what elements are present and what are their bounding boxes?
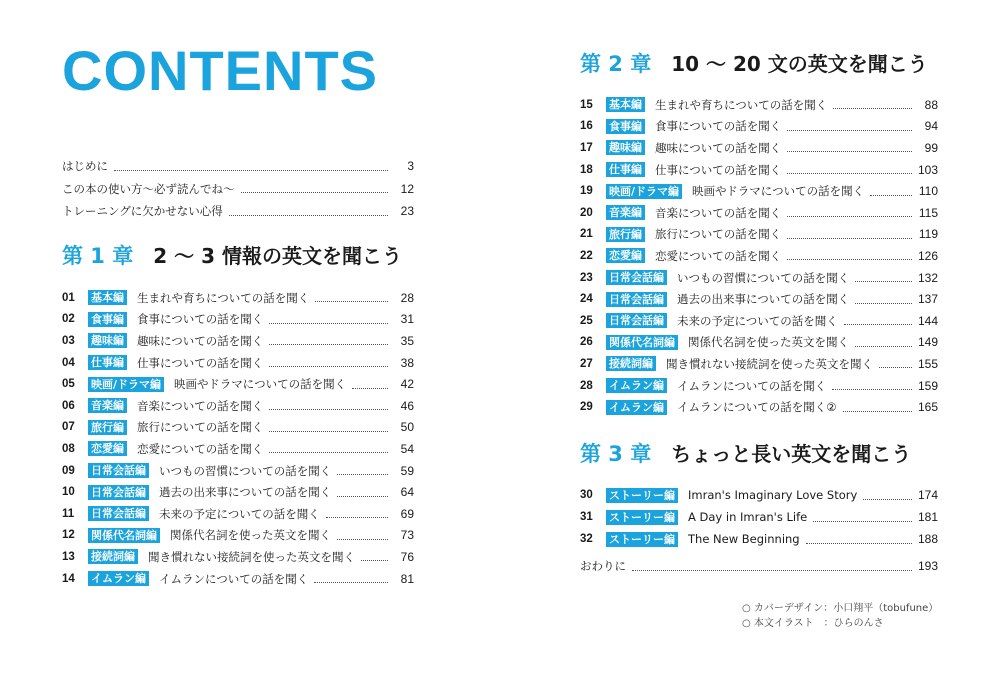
category-tag: ストーリー編 bbox=[606, 510, 678, 525]
credits bbox=[742, 601, 938, 631]
toc-entry[interactable] bbox=[580, 116, 938, 138]
category-tag: 日常会話編 bbox=[88, 485, 149, 500]
toc-entry[interactable] bbox=[580, 180, 938, 202]
credit-line: ○ 本文イラスト ：ひらのんさ bbox=[742, 618, 884, 629]
entry-page: 12 bbox=[400, 181, 414, 196]
entry-number: 26 bbox=[580, 336, 593, 349]
leader-dots bbox=[813, 521, 912, 522]
entry-label: The New Beginning bbox=[688, 532, 800, 546]
leader-dots bbox=[787, 216, 912, 217]
toc-entry[interactable] bbox=[62, 460, 414, 482]
entry-page: 54 bbox=[400, 441, 414, 456]
toc-entry[interactable] bbox=[62, 525, 414, 547]
entry-page: 126 bbox=[917, 248, 938, 263]
entry-number: 06 bbox=[62, 399, 75, 412]
entry-label: 旅行についての話を聞く bbox=[655, 227, 782, 242]
credit-line: ○ カバーデザイン：小口翔平（tobufune） bbox=[742, 603, 939, 614]
entry-label: イムランについての話を聞く bbox=[159, 571, 309, 586]
entry-number: 03 bbox=[62, 334, 75, 347]
entry-label: 恋愛についての話を聞く bbox=[655, 248, 782, 263]
category-tag: 恋愛編 bbox=[88, 441, 127, 456]
entry-page: 81 bbox=[400, 571, 414, 586]
toc-entry[interactable] bbox=[580, 288, 938, 310]
entry-number: 01 bbox=[62, 291, 75, 304]
category-tag: 関係代名詞編 bbox=[88, 528, 160, 543]
category-tag: 旅行編 bbox=[88, 420, 127, 435]
chapter-2-heading bbox=[580, 48, 928, 78]
leader-dots bbox=[870, 195, 912, 196]
entry-label: 食事についての話を聞く bbox=[137, 312, 264, 327]
entry-label: 仕事についての話を聞く bbox=[655, 162, 782, 177]
toc-entry[interactable] bbox=[580, 245, 938, 267]
category-tag: ストーリー編 bbox=[606, 532, 678, 547]
toc-entry[interactable] bbox=[580, 555, 938, 577]
toc-entry[interactable] bbox=[580, 267, 938, 289]
entry-number: 19 bbox=[580, 185, 593, 198]
entry-page: 144 bbox=[917, 313, 938, 328]
entry-number: 18 bbox=[580, 163, 593, 176]
entry-label: 趣味についての話を聞く bbox=[137, 333, 264, 348]
chapter-number: 第 1 章 bbox=[62, 244, 134, 268]
leader-dots bbox=[787, 173, 912, 174]
entry-number: 27 bbox=[580, 357, 593, 370]
intro-list bbox=[62, 155, 414, 223]
leader-dots bbox=[361, 560, 388, 561]
chapter-number: 第 3 章 bbox=[580, 442, 652, 466]
leader-dots bbox=[832, 389, 912, 390]
entry-number: 16 bbox=[580, 120, 593, 133]
entry-page: 149 bbox=[917, 335, 938, 350]
toc-entry[interactable] bbox=[62, 309, 414, 331]
entry-number: 12 bbox=[62, 529, 75, 542]
entry-page: 99 bbox=[924, 140, 938, 155]
entry-page: 69 bbox=[400, 506, 414, 521]
toc-entry[interactable] bbox=[62, 546, 414, 568]
toc-entry[interactable] bbox=[62, 200, 414, 223]
entry-number: 28 bbox=[580, 379, 593, 392]
leader-dots bbox=[114, 170, 388, 171]
category-tag: 食事編 bbox=[88, 312, 127, 327]
entry-label: はじめに bbox=[62, 159, 108, 174]
category-tag: 趣味編 bbox=[88, 333, 127, 348]
entry-number: 22 bbox=[580, 249, 593, 262]
leader-dots bbox=[787, 238, 912, 239]
entry-label: この本の使い方〜必ず読んでね〜 bbox=[62, 181, 235, 196]
entry-page: 31 bbox=[400, 312, 414, 327]
toc-entry[interactable] bbox=[62, 373, 414, 395]
entry-label: いつもの習慣についての話を聞く bbox=[677, 270, 850, 285]
entry-page: 132 bbox=[917, 270, 938, 285]
closing-list bbox=[580, 555, 938, 577]
leader-dots bbox=[787, 151, 912, 152]
leader-dots bbox=[833, 108, 912, 109]
toc-entry[interactable] bbox=[580, 528, 938, 550]
entry-label: 趣味についての話を聞く bbox=[655, 140, 782, 155]
leader-dots bbox=[269, 452, 388, 453]
leader-dots bbox=[855, 346, 912, 347]
toc-entry[interactable] bbox=[62, 568, 414, 590]
toc-entry[interactable] bbox=[62, 503, 414, 525]
leader-dots bbox=[315, 301, 388, 302]
entry-label: 映画やドラマについての話を聞く bbox=[174, 377, 347, 392]
toc-entry[interactable] bbox=[580, 375, 938, 397]
entry-page: 88 bbox=[924, 97, 938, 112]
entry-number: 25 bbox=[580, 314, 593, 327]
entry-page: 159 bbox=[917, 378, 938, 393]
leader-dots bbox=[844, 324, 912, 325]
entry-label: 関係代名詞を使った英文を聞く bbox=[688, 335, 849, 350]
entry-page: 174 bbox=[917, 488, 938, 502]
category-tag: 音楽編 bbox=[88, 398, 127, 413]
entry-page: 35 bbox=[400, 333, 414, 348]
entry-number: 08 bbox=[62, 442, 75, 455]
entry-page: 59 bbox=[400, 463, 414, 478]
toc-entry[interactable] bbox=[580, 396, 938, 418]
category-tag: 音楽編 bbox=[606, 205, 645, 220]
entry-number: 30 bbox=[580, 489, 593, 501]
entry-number: 13 bbox=[62, 550, 75, 563]
category-tag: 食事編 bbox=[606, 119, 645, 134]
entry-label: イムランについての話を聞く bbox=[677, 378, 827, 393]
entry-page: 137 bbox=[917, 292, 938, 307]
entry-page: 50 bbox=[400, 420, 414, 435]
category-tag: イムラン編 bbox=[88, 571, 149, 586]
leader-dots bbox=[352, 388, 388, 389]
category-tag: 仕事編 bbox=[606, 162, 645, 177]
toc-entry[interactable] bbox=[62, 330, 414, 352]
entry-label: イムランについての話を聞く② bbox=[677, 400, 837, 415]
entry-page: 188 bbox=[917, 532, 938, 546]
leader-dots bbox=[879, 367, 912, 368]
entry-page: 38 bbox=[400, 355, 414, 370]
leader-dots bbox=[241, 192, 389, 193]
entry-page: 42 bbox=[400, 377, 414, 392]
toc-entry[interactable] bbox=[580, 159, 938, 181]
leader-dots bbox=[269, 344, 388, 345]
chapter-3-list bbox=[580, 484, 938, 550]
chapter-title: ちょっと長い英文を聞こう bbox=[671, 442, 912, 466]
toc-entry[interactable] bbox=[580, 506, 938, 528]
category-tag: 基本編 bbox=[88, 290, 127, 305]
category-tag: ストーリー編 bbox=[606, 488, 678, 503]
entry-label: A Day in Imran's Life bbox=[688, 510, 808, 524]
entry-number: 02 bbox=[62, 313, 75, 326]
entry-label: 生まれや育ちについての話を聞く bbox=[655, 97, 828, 112]
category-tag: 日常会話編 bbox=[606, 270, 667, 285]
toc-entry[interactable] bbox=[62, 352, 414, 374]
entry-number: 07 bbox=[62, 421, 75, 434]
entry-label: 関係代名詞を使った英文を聞く bbox=[170, 528, 331, 543]
leader-dots bbox=[269, 366, 388, 367]
leader-dots bbox=[269, 431, 388, 432]
entry-page: 73 bbox=[400, 528, 414, 543]
category-tag: 日常会話編 bbox=[606, 313, 667, 328]
leader-dots bbox=[787, 130, 912, 131]
entry-number: 05 bbox=[62, 378, 75, 391]
entry-label: 聞き慣れない接続詞を使った英文を聞く bbox=[666, 356, 873, 371]
leader-dots bbox=[863, 499, 912, 500]
category-tag: 日常会話編 bbox=[606, 292, 667, 307]
entry-page: 23 bbox=[400, 204, 414, 219]
leader-dots bbox=[787, 259, 912, 260]
category-tag: 日常会話編 bbox=[88, 463, 149, 478]
entry-page: 94 bbox=[924, 119, 938, 134]
entry-label: 仕事についての話を聞く bbox=[137, 355, 264, 370]
leader-dots bbox=[326, 517, 388, 518]
leader-dots bbox=[269, 323, 388, 324]
category-tag: イムラン編 bbox=[606, 378, 667, 393]
toc-entry[interactable] bbox=[580, 202, 938, 224]
entry-number: 29 bbox=[580, 401, 593, 414]
entry-page: 181 bbox=[917, 510, 938, 524]
entry-page: 115 bbox=[918, 205, 938, 220]
entry-page: 155 bbox=[917, 356, 938, 371]
entry-label: いつもの習慣についての話を聞く bbox=[159, 463, 332, 478]
entry-number: 31 bbox=[580, 511, 593, 523]
chapter-title: 2 〜 3 情報の英文を聞こう bbox=[153, 244, 402, 268]
entry-label: 生まれや育ちについての話を聞く bbox=[137, 290, 310, 305]
entry-number: 20 bbox=[580, 206, 593, 219]
toc-entry[interactable] bbox=[62, 155, 414, 178]
chapter-2-list bbox=[580, 94, 938, 418]
toc-entry[interactable] bbox=[580, 484, 938, 506]
leader-dots bbox=[806, 543, 912, 544]
chapter-title: 10 〜 20 文の英文を聞こう bbox=[671, 52, 928, 76]
category-tag: イムラン編 bbox=[606, 400, 667, 415]
entry-number: 10 bbox=[62, 486, 75, 499]
entry-label: 食事についての話を聞く bbox=[655, 119, 782, 134]
category-tag: 映画/ドラマ編 bbox=[88, 377, 164, 392]
entry-page: 110 bbox=[918, 184, 938, 199]
leader-dots bbox=[855, 281, 912, 282]
category-tag: 映画/ドラマ編 bbox=[606, 184, 682, 199]
category-tag: 日常会話編 bbox=[88, 506, 149, 521]
leader-dots bbox=[843, 411, 912, 412]
category-tag: 関係代名詞編 bbox=[606, 335, 678, 350]
entry-label: 恋愛についての話を聞く bbox=[137, 441, 264, 456]
toc-entry[interactable] bbox=[580, 332, 938, 354]
chapter-1-list bbox=[62, 287, 414, 589]
entry-number: 32 bbox=[580, 533, 593, 545]
entry-page: 76 bbox=[400, 549, 414, 564]
entry-label: 過去の出来事についての話を聞く bbox=[159, 485, 332, 500]
toc-entry[interactable] bbox=[62, 395, 414, 417]
entry-number: 11 bbox=[62, 507, 75, 520]
leader-dots bbox=[314, 582, 388, 583]
entry-page: 46 bbox=[400, 398, 414, 413]
leader-dots bbox=[337, 474, 388, 475]
chapter-number: 第 2 章 bbox=[580, 52, 652, 76]
category-tag: 接続詞編 bbox=[606, 356, 656, 371]
entry-page: 165 bbox=[917, 400, 938, 415]
entry-number: 24 bbox=[580, 293, 593, 306]
toc-entry[interactable] bbox=[62, 481, 414, 503]
leader-dots bbox=[229, 215, 388, 216]
entry-label: トレーニングに欠かせない心得 bbox=[62, 204, 223, 219]
leader-dots bbox=[269, 409, 388, 410]
toc-entry[interactable] bbox=[580, 137, 938, 159]
category-tag: 趣味編 bbox=[606, 140, 645, 155]
category-tag: 恋愛編 bbox=[606, 248, 645, 263]
toc-entry[interactable] bbox=[62, 178, 414, 201]
entry-label: 未来の予定についての話を聞く bbox=[677, 313, 838, 328]
toc-entry[interactable] bbox=[580, 310, 938, 332]
leader-dots bbox=[337, 539, 388, 540]
entry-number: 09 bbox=[62, 464, 75, 477]
toc-entry[interactable] bbox=[62, 287, 414, 309]
entry-label: Imran's Imaginary Love Story bbox=[688, 488, 858, 502]
toc-entry[interactable] bbox=[62, 417, 414, 439]
entry-page: 193 bbox=[917, 559, 938, 573]
entry-page: 64 bbox=[400, 485, 414, 500]
toc-entry[interactable] bbox=[580, 353, 938, 375]
toc-entry[interactable] bbox=[580, 224, 938, 246]
entry-label: 音楽についての話を聞く bbox=[655, 205, 782, 220]
category-tag: 旅行編 bbox=[606, 227, 645, 242]
leader-dots bbox=[632, 570, 912, 571]
entry-label: 旅行についての話を聞く bbox=[137, 420, 264, 435]
category-tag: 仕事編 bbox=[88, 355, 127, 370]
entry-page: 103 bbox=[917, 162, 938, 177]
leader-dots bbox=[855, 303, 912, 304]
entry-number: 14 bbox=[62, 572, 75, 585]
entry-number: 23 bbox=[580, 271, 593, 284]
entry-number: 04 bbox=[62, 356, 75, 369]
entry-number: 15 bbox=[580, 98, 593, 111]
entry-number: 21 bbox=[580, 228, 593, 241]
entry-label: 音楽についての話を聞く bbox=[137, 398, 264, 413]
entry-page: 119 bbox=[918, 227, 938, 242]
page-title: CONTENTS bbox=[62, 39, 378, 102]
entry-number: 17 bbox=[580, 141, 593, 154]
entry-label: 過去の出来事についての話を聞く bbox=[677, 292, 850, 307]
category-tag: 基本編 bbox=[606, 97, 645, 112]
chapter-3-heading bbox=[580, 438, 911, 468]
entry-label: おわりに bbox=[580, 559, 626, 573]
leader-dots bbox=[337, 496, 388, 497]
entry-label: 未来の予定についての話を聞く bbox=[159, 506, 320, 521]
toc-entry[interactable] bbox=[62, 438, 414, 460]
entry-label: 映画やドラマについての話を聞く bbox=[692, 184, 865, 199]
category-tag: 接続詞編 bbox=[88, 549, 138, 564]
toc-entry[interactable] bbox=[580, 94, 938, 116]
entry-page: 3 bbox=[407, 159, 414, 174]
entry-page: 28 bbox=[400, 290, 414, 305]
entry-label: 聞き慣れない接続詞を使った英文を聞く bbox=[148, 549, 355, 564]
chapter-1-heading bbox=[62, 240, 402, 270]
